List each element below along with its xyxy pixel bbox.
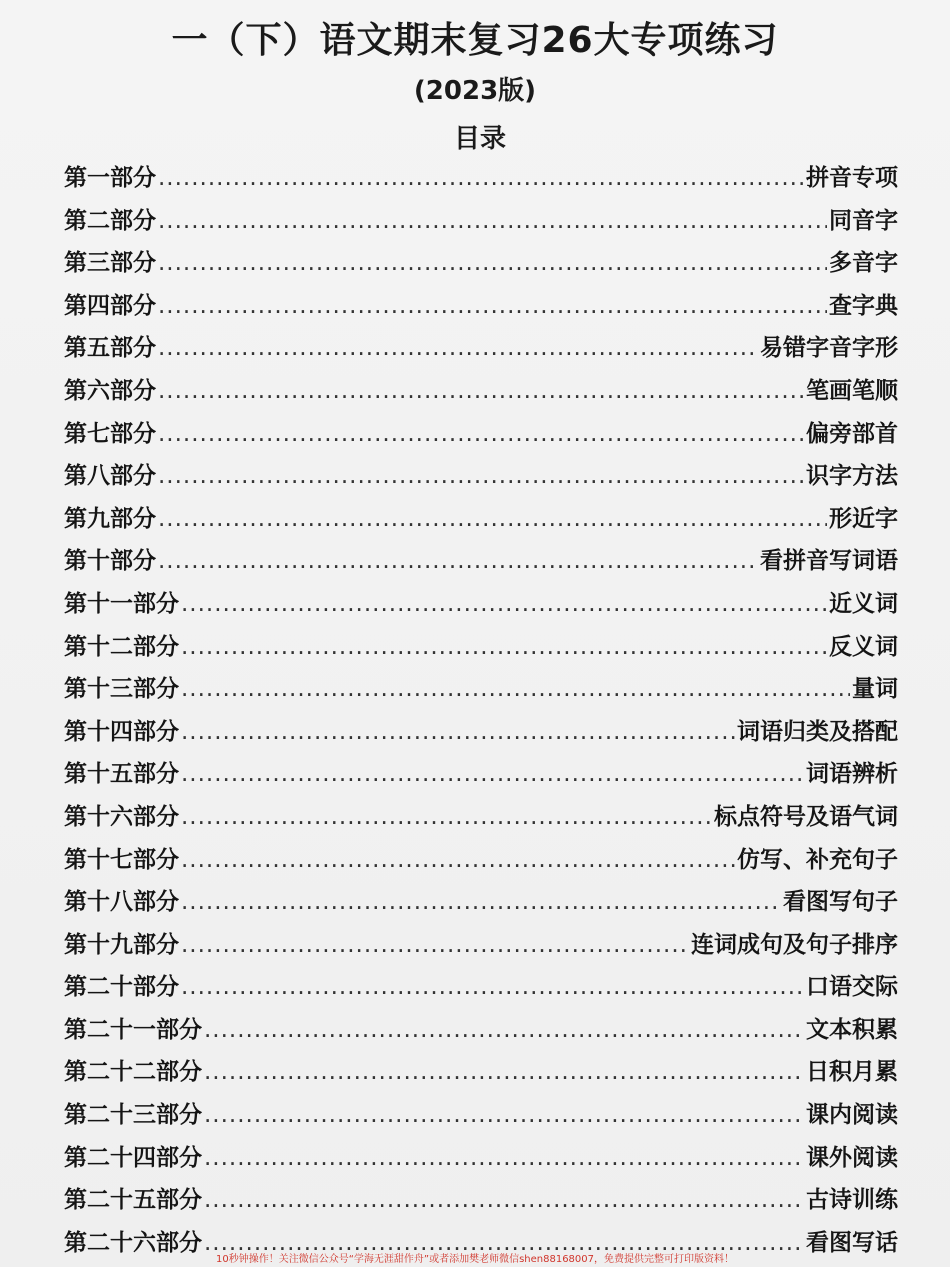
toc-entry bbox=[64, 1009, 898, 1052]
toc-dot-leader bbox=[158, 285, 827, 328]
toc-entry-topic: 课外阅读 bbox=[806, 1144, 898, 1171]
toc-entry bbox=[64, 711, 898, 754]
toc-entry bbox=[64, 370, 898, 413]
toc-dot-leader bbox=[181, 839, 735, 882]
toc-entry-topic: 看图写句子 bbox=[783, 889, 898, 916]
toc-dot-leader bbox=[158, 242, 827, 285]
toc-entry-topic: 标点符号及语气词 bbox=[714, 803, 898, 830]
toc-entry-label: 第二十部分 bbox=[64, 974, 179, 1001]
toc-dot-leader bbox=[158, 157, 804, 200]
toc-entry-topic: 看拼音写词语 bbox=[760, 548, 898, 575]
toc-entry-label: 第十一部分 bbox=[64, 590, 179, 617]
toc-entry bbox=[64, 1179, 898, 1222]
toc-entry bbox=[64, 796, 898, 839]
toc-dot-leader bbox=[158, 498, 827, 541]
toc-dot-leader bbox=[204, 1094, 804, 1137]
toc-dot-leader bbox=[181, 583, 827, 626]
toc-entry bbox=[64, 200, 898, 243]
toc-entry-topic: 拼音专项 bbox=[806, 165, 898, 191]
toc-dot-leader bbox=[181, 796, 712, 839]
toc-entry bbox=[64, 1137, 898, 1180]
toc-entry-label: 第十二部分 bbox=[64, 633, 179, 660]
toc-entry-topic: 看图写话 bbox=[806, 1229, 898, 1256]
toc-entry bbox=[64, 839, 898, 882]
table-of-contents bbox=[64, 157, 898, 1264]
toc-heading: 目录 bbox=[453, 124, 506, 154]
toc-dot-leader bbox=[204, 1009, 804, 1052]
toc-dot-leader bbox=[181, 881, 781, 924]
toc-dot-leader bbox=[158, 327, 758, 370]
toc-entry bbox=[64, 157, 898, 200]
toc-entry-label: 第八部分 bbox=[64, 463, 156, 490]
toc-entry-topic: 反义词 bbox=[829, 633, 898, 660]
toc-entry bbox=[64, 1094, 898, 1137]
toc-entry-topic: 易错字音字形 bbox=[760, 335, 898, 362]
toc-entry bbox=[64, 583, 898, 626]
toc-entry bbox=[64, 498, 898, 541]
toc-entry-label: 第十六部分 bbox=[64, 803, 179, 830]
toc-entry-topic: 多音字 bbox=[829, 250, 898, 277]
toc-entry-label: 第二十五部分 bbox=[64, 1187, 202, 1214]
toc-entry bbox=[64, 753, 898, 796]
toc-entry-topic: 词语辨析 bbox=[806, 761, 898, 788]
toc-entry-topic: 文本积累 bbox=[806, 1016, 898, 1043]
toc-dot-leader bbox=[181, 924, 689, 967]
toc-entry-topic: 口语交际 bbox=[806, 974, 898, 1001]
toc-entry-label: 第十七部分 bbox=[64, 846, 179, 873]
toc-entry-label: 第十部分 bbox=[64, 548, 156, 575]
toc-entry-topic: 词语归类及搭配 bbox=[737, 718, 898, 745]
toc-entry bbox=[64, 966, 898, 1009]
footer-note: 10秒钟操作！关注微信公众号“学海无涯甜作舟”或者添加樊老师微信shen88168007，免费提供完整可打印版资料！ bbox=[215, 1254, 735, 1265]
toc-entry-label: 第十八部分 bbox=[64, 889, 179, 916]
toc-entry-label: 第七部分 bbox=[64, 420, 156, 447]
toc-entry bbox=[64, 668, 898, 711]
toc-entry-label: 第五部分 bbox=[64, 335, 156, 362]
toc-entry-topic: 偏旁部首 bbox=[806, 420, 898, 447]
toc-dot-leader bbox=[181, 668, 850, 711]
toc-dot-leader bbox=[181, 966, 804, 1009]
toc-entry-label: 第二十二部分 bbox=[64, 1059, 202, 1086]
toc-entry-label: 第四部分 bbox=[64, 292, 156, 319]
toc-entry bbox=[64, 413, 898, 456]
toc-entry-label: 第二十三部分 bbox=[64, 1102, 202, 1129]
toc-entry-topic: 日积月累 bbox=[806, 1059, 898, 1086]
toc-entry-topic: 课内阅读 bbox=[806, 1102, 898, 1129]
toc-dot-leader bbox=[181, 711, 735, 754]
toc-entry bbox=[64, 540, 898, 583]
toc-entry bbox=[64, 1051, 898, 1094]
toc-entry-topic: 识字方法 bbox=[806, 463, 898, 490]
toc-entry-label: 第二十六部分 bbox=[64, 1229, 202, 1256]
toc-entry-label: 第十三部分 bbox=[64, 676, 179, 703]
toc-entry-topic: 仿写、补充句子 bbox=[737, 846, 898, 873]
toc-dot-leader bbox=[158, 455, 804, 498]
toc-entry-topic: 古诗训练 bbox=[806, 1187, 898, 1214]
toc-entry-topic: 形近字 bbox=[829, 505, 898, 532]
toc-entry-topic: 查字典 bbox=[829, 292, 898, 319]
toc-entry-label: 第二部分 bbox=[64, 207, 156, 234]
toc-entry bbox=[64, 242, 898, 285]
toc-entry-topic: 近义词 bbox=[829, 590, 898, 617]
toc-entry-label: 第三部分 bbox=[64, 250, 156, 277]
toc-dot-leader bbox=[158, 370, 804, 413]
toc-dot-leader bbox=[181, 626, 827, 669]
toc-dot-leader bbox=[158, 413, 804, 456]
toc-dot-leader bbox=[204, 1179, 804, 1222]
toc-entry bbox=[64, 285, 898, 328]
toc-entry-topic: 量词 bbox=[852, 676, 898, 703]
toc-dot-leader bbox=[204, 1137, 804, 1180]
toc-dot-leader bbox=[158, 200, 827, 243]
toc-entry-topic: 笔画笔顺 bbox=[806, 377, 898, 404]
toc-entry-label: 第一部分 bbox=[64, 165, 156, 191]
toc-entry-label: 第九部分 bbox=[64, 505, 156, 532]
toc-dot-leader bbox=[158, 540, 758, 583]
toc-entry-label: 第六部分 bbox=[64, 377, 156, 404]
toc-entry bbox=[64, 924, 898, 967]
toc-entry bbox=[64, 455, 898, 498]
toc-entry-label: 第十五部分 bbox=[64, 761, 179, 788]
toc-dot-leader bbox=[204, 1051, 804, 1094]
toc-entry-label: 第二十一部分 bbox=[64, 1016, 202, 1043]
toc-entry-topic: 同音字 bbox=[829, 207, 898, 234]
page-subtitle: (2023版) bbox=[413, 76, 537, 106]
page-title: 一（下）语文期末复习26大专项练习 bbox=[171, 20, 779, 61]
toc-entry-label: 第十四部分 bbox=[64, 718, 179, 745]
toc-entry bbox=[64, 327, 898, 370]
toc-dot-leader bbox=[181, 753, 804, 796]
toc-entry-topic: 连词成句及句子排序 bbox=[691, 931, 898, 958]
toc-entry bbox=[64, 626, 898, 669]
toc-entry bbox=[64, 881, 898, 924]
toc-entry-label: 第二十四部分 bbox=[64, 1144, 202, 1171]
toc-entry-label: 第十九部分 bbox=[64, 931, 179, 958]
